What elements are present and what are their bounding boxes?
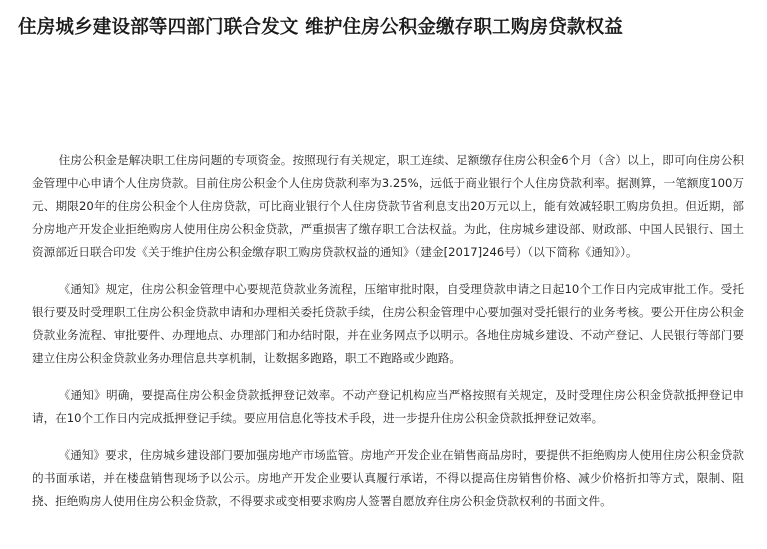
article-paragraph: 住房公积金是解决职工住房问题的专项资金。按照现行有关规定，职工连续、足额缴存住房公积金6个月（含）以上，即可向住房公积金管理中心申请个人住房贷款。目前住房公积金个人住房贷款利率为3.25%，远低于商业银行个人住房贷款利率。据测算，一笔额度100万元、期限20年的住房公积金个人住房贷款，可比商业银行个人住房贷款节省利息支出20万元以上，能有效减轻职工购房负担。但近期，部分房地产开发企业拒绝购房人使用住房公积金贷款，严重损害了缴存职工合法权益。为此，住房城乡建设部、财政部、中国人民银行、国土资源部近日联合印发《关于维护住房公积金缴存职工购房贷款权益的通知》（建金[2017]246号）（以下简称《通知》）。 xyxy=(32,153,744,259)
article-paragraph: 《通知》明确，要提高住房公积金贷款抵押登记效率。不动产登记机构应当严格按照有关规定，及时受理住房公积金贷款抵押登记申请，在10个工作日内完成抵押登记手续。要应用信息化等技术手段，进一步提升住房公积金贷款抵押登记效率。 xyxy=(32,388,744,425)
article-paragraph: 《通知》要求，住房城乡建设部门要加强房地产市场监管。房地产开发企业在销售商品房时，要提供不拒绝购房人使用住房公积金贷款的书面承诺，并在楼盘销售现场予以公示。房地产开发企业要认真履行承诺，不得以提高住房销售价格、减少价格折扣等方式，限制、阻挠、拒绝购房人使用住房公积金贷款，不得要求或变相要求购房人签署自愿放弃住房公积金贷款权利的书面文件。 xyxy=(32,448,744,508)
article-paragraph: 《通知》规定，住房公积金管理中心要规范贷款业务流程，压缩审批时限，自受理贷款申请之日起10个工作日内完成审批工作。受托银行要及时受理职工住房公积金贷款申请和办理相关委托贷款手续，住房公积金管理中心要加强对受托银行的业务考核。要公开住房公积金贷款业务流程、审批要件、办理地点、办理部门和办结时限，并在业务网点予以明示。各地住房城乡建设、不动产登记、人民银行等部门要建立住房公积金贷款业务办理信息共享机制，让数据多跑路，职工不跑路或少跑路。 xyxy=(32,282,744,365)
article-body xyxy=(32,149,744,527)
article-title: 住房城乡建设部等四部门联合发文 维护住房公积金缴存职工购房贷款权益 xyxy=(18,17,624,38)
